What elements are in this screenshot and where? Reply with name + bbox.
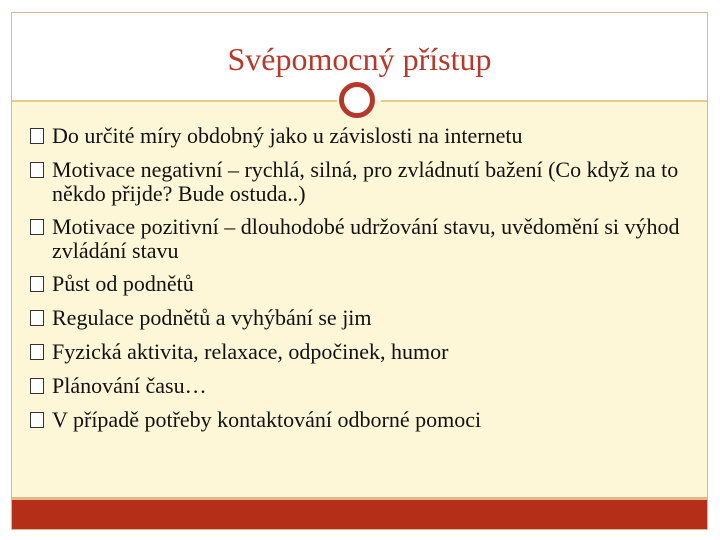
bullet-text: Motivace pozitivní – dlouhodobé udržování stavu, uvědomění si výhod zvládání stavu (52, 214, 680, 263)
bullet-text: Do určité míry obdobný jako u závislosti na internetu (52, 123, 523, 148)
slide-frame (11, 12, 708, 530)
slide-title: Svépomocný přístup (227, 41, 492, 77)
bullet-text: Plánování času… (52, 373, 207, 398)
bullet-text: Půst od podnětů (52, 271, 194, 296)
bullet-text: V případě potřeby kontaktování odborné pomoci (52, 407, 482, 432)
bullet-text: Regulace podnětů a vyhýbání se jim (52, 305, 372, 330)
bullet-text: Fyzická aktivita, relaxace, odpočinek, humor (52, 339, 449, 364)
bullet-text: Motivace negativní – rychlá, silná, pro zvládnutí bažení (Co když na to někdo přijde? Bude ostuda..) (52, 157, 679, 206)
